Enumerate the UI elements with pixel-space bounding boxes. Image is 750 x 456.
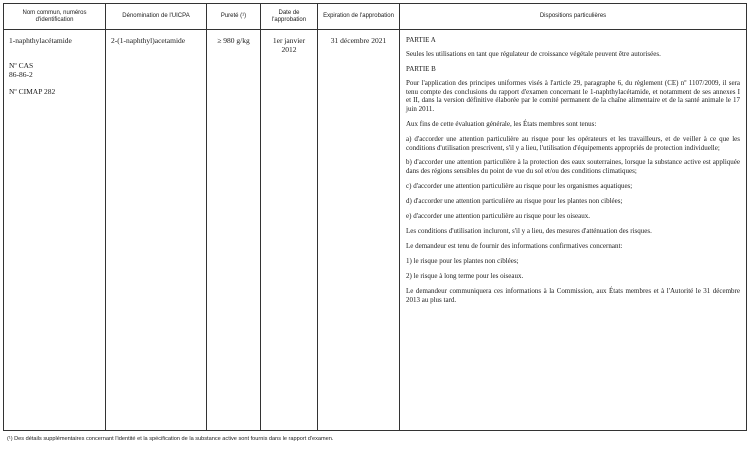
provision-item-d: d) d'accorder une attention particulière au risque pour les plantes non ciblées; [406, 197, 623, 206]
cell-purity [207, 30, 261, 431]
cell-specific-provisions [400, 30, 747, 431]
submission-deadline: Le demandeur communiquera ces informations à la Commission, aux États membres et à l'Autorité le 31 décembre 2013 au plus tard. [406, 286, 740, 304]
expiry-date: 31 décembre 2021 [330, 36, 387, 45]
table-row [4, 30, 747, 431]
part-a-text: Seules les utilisations en tant que régulateur de croissance végétale peuvent être autorisées. [406, 49, 661, 58]
confirmatory-intro: Le demandeur est tenu de fournir des informations confirmatives concernant: [406, 242, 623, 250]
header-purity: Pureté (¹) [207, 4, 261, 30]
cas-label: Nº CAS [9, 61, 34, 70]
part-b-intro: Pour l'application des principes uniformes visés à l'article 29, paragraphe 6, du règlement (CE) nº 1107/2009, il sera tenu compte des conclusions du rapport d'examen concernant le 1-naphthylacétamide, et notamment de ses annexes I et II, dans la version définitive élaborée par le comité permanent de la chaîne alimentaire et de la santé animale le 17 juin 2011. [406, 79, 740, 113]
header-approval-date: Date de l'approbation [261, 4, 318, 30]
cimap-number: Nº CIMAP 282 [9, 87, 56, 96]
confirmatory-item-1: 1) le risque pour les plantes non ciblées; [406, 256, 519, 265]
header-common-name: Nom commun, numéros d'identification [4, 4, 106, 30]
purity-value: ≥ 980 g/kg [217, 36, 250, 45]
table-header-row [4, 4, 747, 30]
header-expiry-date: Expiration de l'approbation [318, 4, 400, 30]
regulation-page [3, 3, 746, 455]
header-iupac-name: Dénomination de l'UICPA [106, 4, 207, 30]
iupac-name: 2-(1-naphthyl)acetamide [111, 36, 186, 45]
cell-common-name [4, 30, 106, 431]
approval-date: 1er janvier 2012 [272, 36, 306, 54]
part-b-title: PARTIE B [406, 65, 436, 74]
part-a-title: PARTIE A [406, 36, 436, 44]
approval-table [3, 3, 747, 431]
provision-item-e: e) d'accorder une attention particulière au risque pour les oiseaux. [406, 212, 590, 221]
cell-iupac-name [106, 30, 207, 431]
provision-item-c: c) d'accorder une attention particulière au risque pour les organismes aquatiques; [406, 182, 633, 191]
cell-expiry-date [318, 30, 400, 431]
provision-item-a: a) d'accorder une attention particulière au risque pour les opérateurs et les travailleurs, et de veiller à ce que les conditions d'utilisation prescrivent, s'il y a lieu, l'utilisation d'équipements appropriés de protection individuelle; [406, 134, 740, 152]
common-name: 1-naphthylacétamide [9, 36, 72, 45]
cell-approval-date [261, 30, 318, 431]
provision-item-b: b) d'accorder une attention particulière à la protection des eaux souterraines, lorsque la substance active est appliquée dans des régions sensibles du point de vue du sol et/ou des conditions climatiques; [406, 158, 740, 176]
mitigation-text: Les conditions d'utilisation incluront, s'il y a lieu, des mesures d'atténuation des risques. [406, 227, 652, 236]
cas-number: 86-86-2 [9, 70, 33, 79]
evaluation-intro: Aux fins de cette évaluation générale, les États membres sont tenus: [406, 119, 597, 128]
header-specific-provisions: Dispositions particulières [400, 4, 747, 30]
confirmatory-item-2: 2) le risque à long terme pour les oiseaux. [406, 271, 524, 280]
footnote: (¹) Des détails supplémentaires concernant l'identité et la spécification de la substance active sont fournis dans le rapport d'examen. [7, 436, 334, 442]
